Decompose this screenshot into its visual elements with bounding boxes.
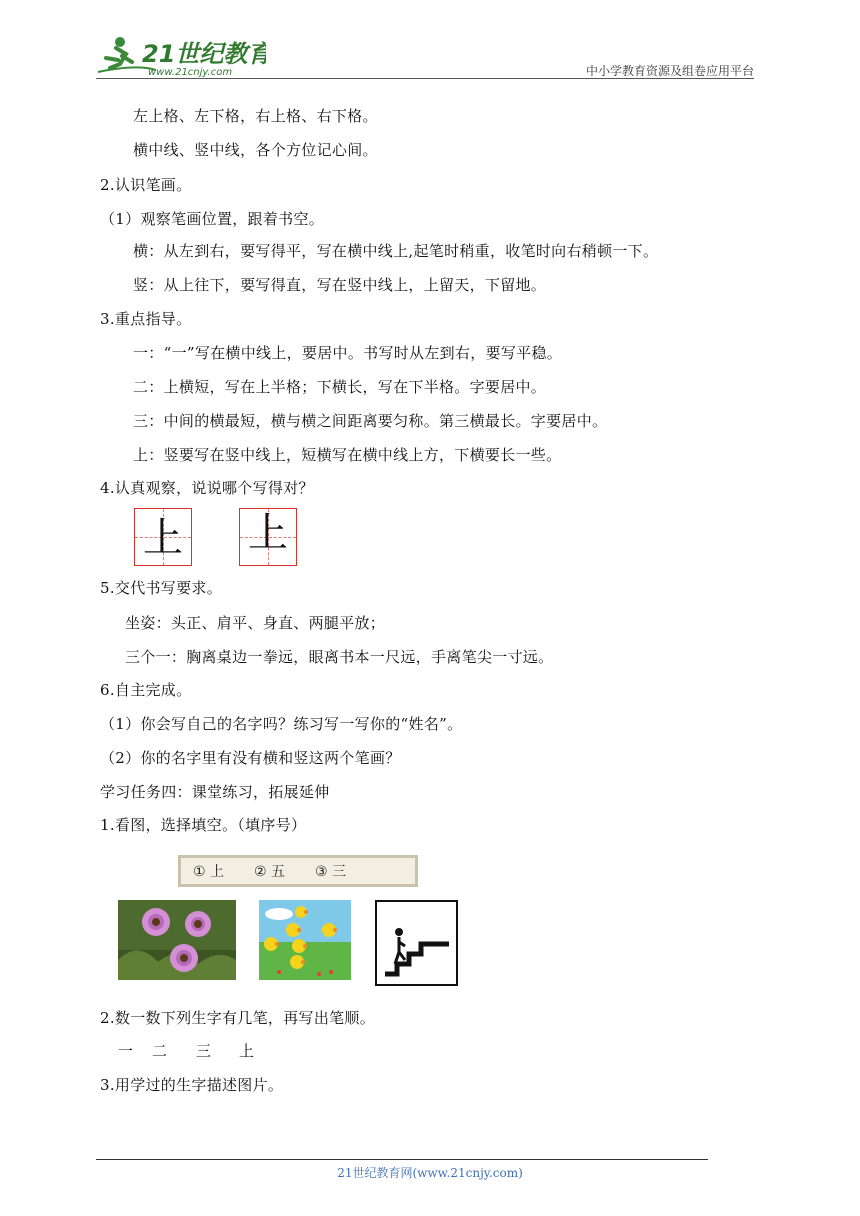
option-1: ① 上 xyxy=(193,864,225,880)
grid-character: 上 xyxy=(248,510,288,556)
site-logo xyxy=(96,34,266,78)
footer-divider xyxy=(96,1159,708,1160)
header-divider xyxy=(96,78,754,79)
stroke-char: 二 xyxy=(152,1042,168,1060)
section-heading: 3.用学过的生字描述图片。 xyxy=(100,1076,284,1094)
logo-graphic xyxy=(96,34,266,78)
tianzige-box xyxy=(134,508,192,566)
section-heading: 5.交代书写要求。 xyxy=(100,579,223,597)
text-line: 三个一：胸离桌边一拳远，眼离书本一尺远，手离笔尖一寸远。 xyxy=(125,648,554,666)
task-heading: 学习任务四：课堂练习，拓展延伸 xyxy=(100,783,330,801)
text-line: 坐姿：头正、肩平、身直、两腿平放； xyxy=(125,614,386,632)
section-heading: 3.重点指导。 xyxy=(100,310,192,328)
svg-text:21世纪教育: 21世纪教育 xyxy=(142,40,266,68)
text-line: 二：上横短，写在上半格；下横长，写在下半格。字要居中。 xyxy=(133,378,547,396)
grid-character: 上 xyxy=(143,515,183,561)
stroke-char: 一 xyxy=(118,1042,134,1060)
text-line: 横中线、竖中线，各个方位记心间。 xyxy=(133,141,378,159)
text-line: （1）观察笔画位置，跟着书空。 xyxy=(100,210,325,228)
text-line: （1）你会写自己的名字吗？练习写一写你的“姓名”。 xyxy=(100,715,463,733)
flowers-image xyxy=(118,900,236,980)
option-3: ③ 三 xyxy=(315,864,347,880)
option-2: ② 五 xyxy=(254,864,286,880)
tianzige-box xyxy=(239,508,297,566)
platform-title: 中小学教育资源及组卷应用平台 xyxy=(585,64,754,78)
text-line: 三：中间的横最短，横与横之间距离要匀称。第三横最长。字要居中。 xyxy=(133,412,608,430)
footer-link[interactable]: 21世纪教育网(www.21cnjy.com) xyxy=(337,1166,523,1180)
stroke-char: 三 xyxy=(196,1042,212,1060)
text-line: 横：从左到右，要写得平，写在横中线上,起笔时稍重，收笔时向右稍顿一下。 xyxy=(133,242,659,260)
section-heading: 1.看图，选择填空。（填序号） xyxy=(100,816,307,834)
section-heading: 2.数一数下列生字有几笔，再写出笔顺。 xyxy=(100,1009,376,1027)
section-heading: 6.自主完成。 xyxy=(100,681,192,699)
text-line: 竖：从上往下，要写得直，写在竖中线上，上留天，下留地。 xyxy=(133,276,547,294)
section-heading: 4.认真观察，说说哪个写得对？ xyxy=(100,479,314,497)
text-line: 左上格、左下格，右上格、右下格。 xyxy=(133,107,378,125)
stairs-image xyxy=(375,900,458,986)
ducklings-image xyxy=(259,900,351,980)
text-line: 上：竖要写在竖中线上，短横写在横中线上方，下横要长一些。 xyxy=(133,446,562,464)
section-heading: 2.认识笔画。 xyxy=(100,176,192,194)
text-line: （2）你的名字里有没有横和竖这两个笔画？ xyxy=(100,749,401,767)
text-line: 一：“一”写在横中线上，要居中。书写时从左到右，要写平稳。 xyxy=(133,344,563,362)
svg-text:www.21cnjy.com: www.21cnjy.com xyxy=(148,67,233,78)
answer-options-bar xyxy=(178,855,418,887)
stroke-char: 上 xyxy=(239,1042,255,1060)
